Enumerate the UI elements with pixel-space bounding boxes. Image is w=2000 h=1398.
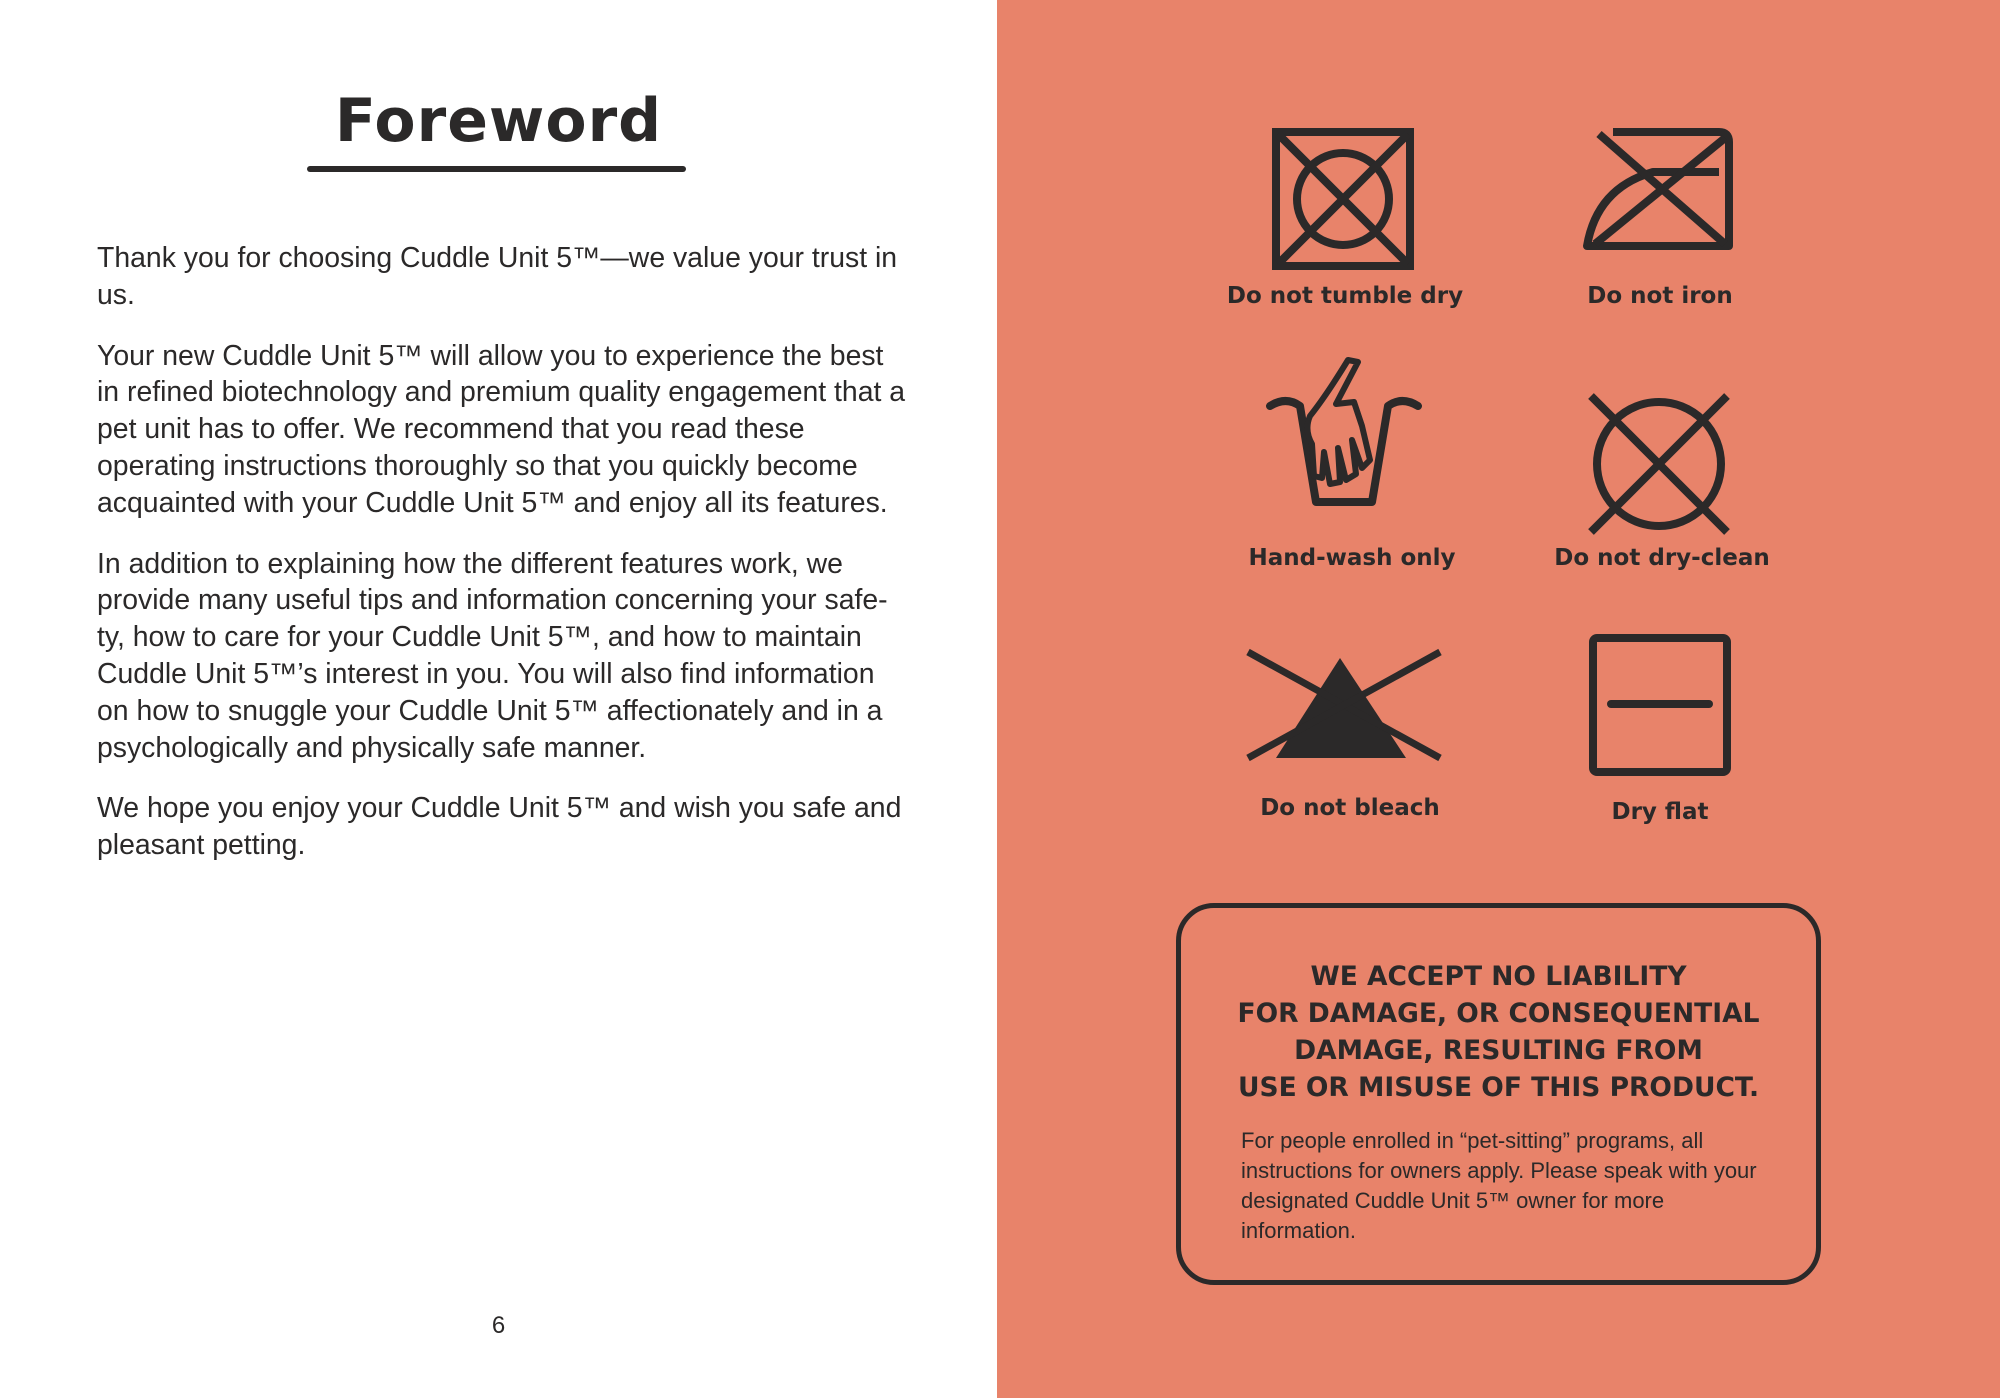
care-label: Do not tumble dry <box>1226 283 1464 309</box>
pet-sitting-note: For people enrolled in “pet-sitting” programs, all instructions for owners apply. Please speak with your designated Cuddle Unit 5™ owner for more information. <box>1241 1128 1757 1243</box>
care-label: Hand-wash only <box>1248 545 1456 571</box>
no-dry-clean-icon <box>1587 392 1731 536</box>
dry-flat-icon <box>1589 634 1731 776</box>
foreword-paragraph: Thank you for choosing Cuddle Unit 5™—we value your trust in us. <box>97 242 898 311</box>
foreword-paragraph: Your new Cuddle Unit 5™ will allow you to experience the best in refined biotechnology and premium quality engagement that a pet unit has to offer. We recommend that you read these operating instructions thoroughly so that you quickly become acquainted with your Cuddle Unit 5™ and enjoy all its features. <box>97 339 906 519</box>
foreword-paragraph: In addition to explaining how the different features work, we provide many useful tips and information concerning your safe-ty, how to care for your Cuddle Unit 5™, and how to maintain Cuddle Unit 5™’s interest in you. You will also find information on how to snuggle your Cuddle Unit 5™ affectionately and in a psychologically and physically safe manner. <box>97 547 888 764</box>
care-label: Do not dry-clean <box>1554 545 1770 571</box>
no-tumble-dry-icon <box>1272 128 1414 270</box>
no-bleach-icon <box>1244 648 1444 762</box>
foreword-paragraph: We hope you enjoy your Cuddle Unit 5™ and wish you safe and pleasant petting. <box>97 792 902 862</box>
no-iron-icon <box>1583 128 1735 250</box>
liability-heading: WE ACCEPT NO LIABILITY FOR DAMAGE, OR CONSEQUENTIAL DAMAGE, RESULTING FROM USE OR MISUSE OF THIS PRODUCT. <box>1237 961 1760 1103</box>
hand-wash-icon <box>1266 356 1422 506</box>
care-label: Dry flat <box>1611 799 1709 825</box>
page-title: Foreword <box>334 86 663 156</box>
foreword-text <box>97 240 907 888</box>
care-label: Do not bleach <box>1260 795 1440 821</box>
care-label: Do not iron <box>1587 283 1733 309</box>
title-underline <box>307 166 686 172</box>
page-number: 6 <box>491 1312 506 1339</box>
liability-notice <box>1176 903 1821 1285</box>
left-page <box>0 0 997 1398</box>
